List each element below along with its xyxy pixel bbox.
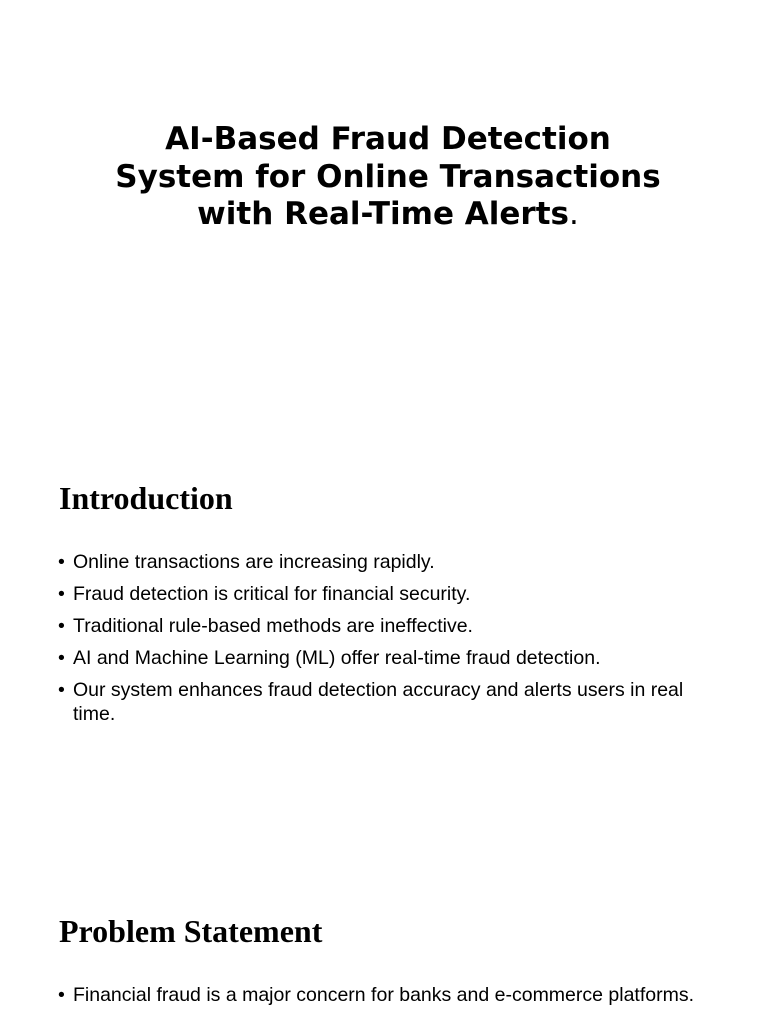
title-slide (0, 0, 768, 432)
presentation-title (100, 121, 676, 234)
introduction-bullet: • AI and Machine Learning (ML) offer real-time fraud detection. (58, 646, 723, 670)
problem-statement-bullet-list (58, 983, 723, 1015)
introduction-bullet: • Online transactions are increasing rapidly. (58, 550, 723, 574)
presentation-title-text: AI-Based Fraud Detection System for Online Transactions with Real-Time Alerts (115, 121, 661, 232)
introduction-bullet: • Fraud detection is critical for financial security. (58, 582, 723, 606)
introduction-heading: Introduction (59, 480, 233, 516)
presentation-title-period: . (568, 196, 579, 232)
introduction-bullet: • Our system enhances fraud detection accuracy and alerts users in real time. (58, 678, 723, 726)
introduction-bullet: • Traditional rule-based methods are ineffective. (58, 614, 723, 638)
introduction-bullet-list (58, 550, 723, 734)
problem-statement-heading: Problem Statement (59, 913, 323, 949)
problem-statement-bullet: • Financial fraud is a major concern for banks and e-commerce platforms. (58, 983, 723, 1007)
